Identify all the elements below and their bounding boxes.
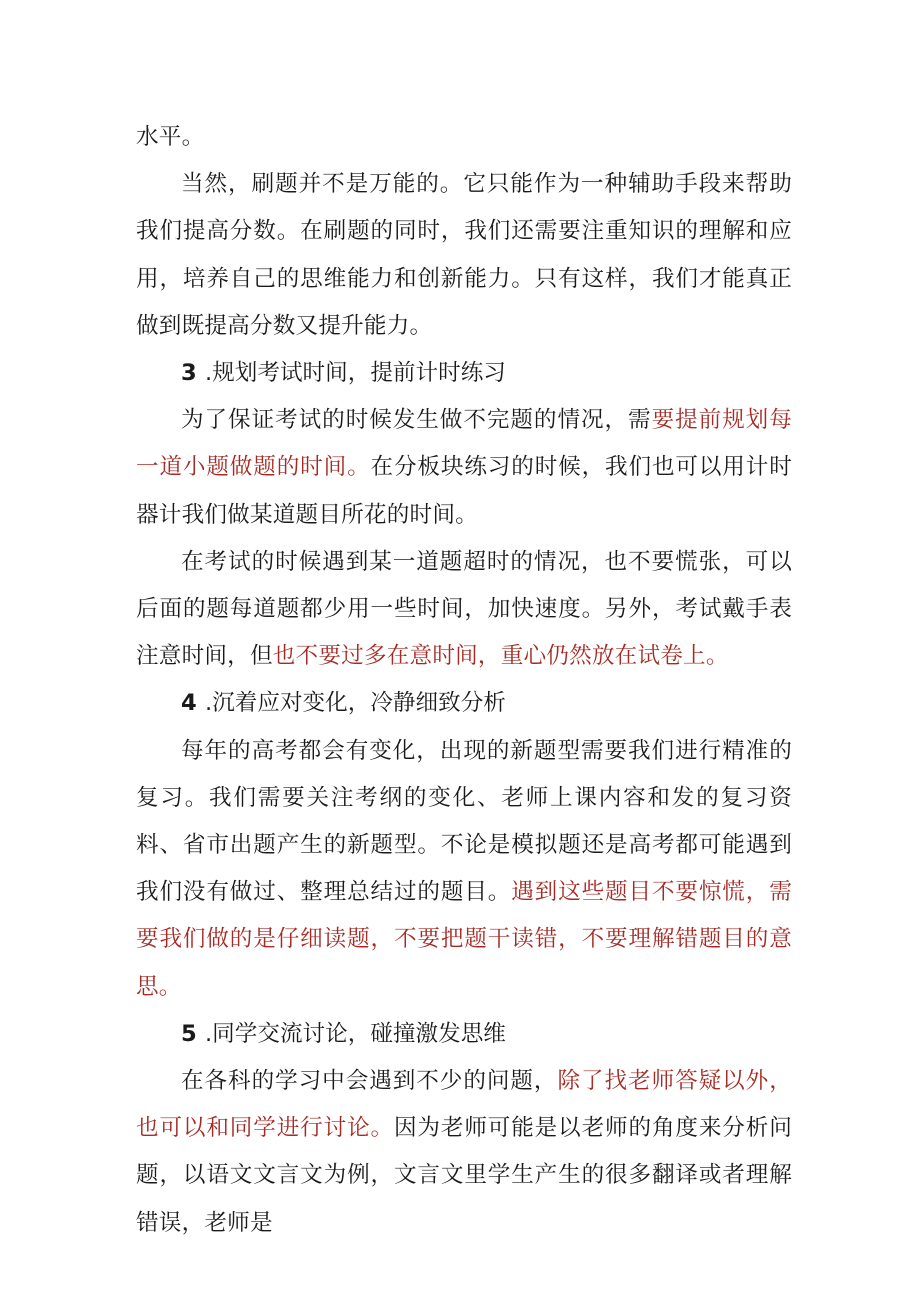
paragraph-timeout: 在考试的时候遇到某一道题超时的情况，也不要慌张，可以后面的题每道题都少用一些时间，加快速度。另外，考试戴手表注意时间，但也不要过多在意时间，重心仍然放在试卷上。 — [136, 548, 792, 670]
section-heading-5 — [136, 1011, 792, 1058]
heading-text: .同学交流讨论，碰撞激发思维 — [205, 1020, 506, 1047]
paragraph-fragment: 水平。 — [136, 124, 205, 150]
section-heading-4 — [136, 680, 792, 727]
heading-text: .规划考试时间，提前计时练习 — [205, 360, 506, 387]
heading-number: 4 — [181, 690, 197, 717]
paragraph-changes: 每年的高考都会有变化，出现的新题型需要我们进行精准的复习。我们需要关注考纲的变化、老师上课内容和发的复习资料、省市出题产生的新题型。不论是模拟题还是高考都可能遇到我们没有做过、整理总结过的题目。遇到这些题目不要惊慌，需要我们做的是仔细读题，不要把题干读错，不要理解错题目的意思。 — [136, 737, 792, 1000]
highlighted-text: 也不要过多在意时间，重心仍然放在试卷上。 — [272, 643, 729, 670]
document-page — [136, 114, 792, 1247]
heading-text: .沉着应对变化，冷静细致分析 — [205, 690, 506, 717]
highlighted-text: 要提前规划每一道小题做题的时间。 — [136, 407, 792, 481]
heading-number: 3 — [181, 360, 197, 387]
highlighted-text: 遇到这些题目不要惊慌，需要我们做的是仔细读题，不要把题干读错，不要理解错题目的意思。 — [136, 879, 792, 1000]
paragraph-brushing-not-universal: 当然，刷题并不是万能的。它只能作为一种辅助手段来帮助我们提高分数。在刷题的同时，我们还需要注重知识的理解和应用，培养自己的思维能力和创新能力。只有这样，我们才能真正做到既提高分数又提升能力。 — [136, 171, 792, 339]
heading-number: 5 — [181, 1020, 197, 1047]
highlighted-text: 除了找老师答疑以外，也可以和同学进行讨论。 — [136, 1068, 792, 1142]
section-heading-3 — [136, 350, 792, 397]
paragraph-discussion: 在各科的学习中会遇到不少的问题，除了找老师答疑以外，也可以和同学进行讨论。因为老师可能是以老师的角度来分析问题，以语文文言文为例，文言文里学生产生的很多翻译或者理解错误，老师是 — [136, 1068, 792, 1236]
paragraph-plan-time: 为了保证考试的时候发生做不完题的情况，需要提前规划每一道小题做题的时间。在分板块练习的时候，我们也可以用计时器计我们做某道题目所花的时间。 — [136, 407, 793, 528]
